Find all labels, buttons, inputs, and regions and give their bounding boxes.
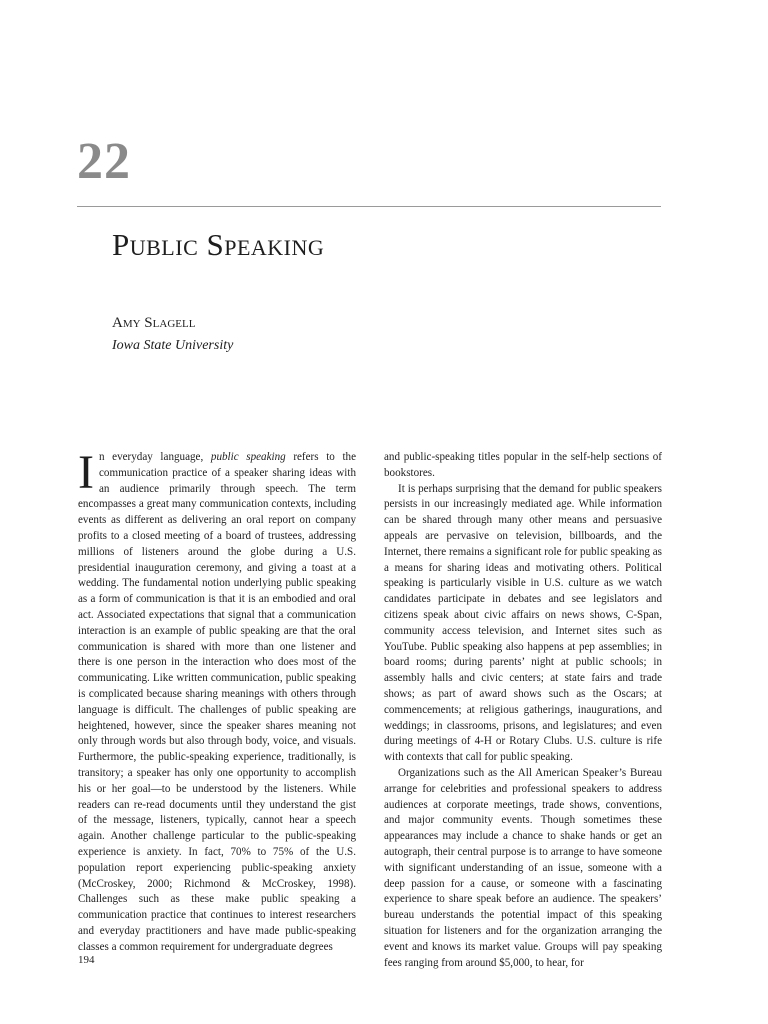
left-paragraph-1	[78, 446, 356, 956]
author-name: Amy Slagell	[112, 315, 196, 331]
author-affiliation: Iowa State University	[112, 338, 234, 353]
chapter-title: Public Speaking	[112, 227, 325, 262]
left-paragraph-1-lead: n everyday language,	[98, 451, 211, 463]
left-paragraph-1-italic-term: public speaking	[210, 451, 286, 463]
chapter-number: 22	[77, 133, 131, 190]
right-paragraph-2: It is perhaps surprising that the demand for public speakers persists in our increasingly mediated age. While information can be shared through many other means and persuasive appeals are pervasive on television, billboards, and the Internet, there remains a significant role for public speaking as a means for sharing ideas and motivating others. Political speaking is particularly visible in U.S. culture as we watch candidates participate in debates and see legislators and citizens speak about civic affairs on news shows, C-Span, community access television, and Internet sites such as YouTube. Public speaking also happens at pep assemblies; in board rooms; during parents’ night at public schools; in assembly halls and civic centers; at state fairs and trade shows; as part of award shows such as the Oscars; at commencements; at religious gatherings, inaugurations, and weddings; in classrooms, prisons, and legislatures; and even during meetings of 4-H or Rotary Clubs. U.S. culture is rife with contexts that call for public speaking.	[384, 482, 662, 764]
right-paragraph-1: and public-speaking titles popular in the self-help sections of bookstores.	[384, 451, 662, 479]
left-paragraph-1-body: refers to the communication practice of a speaker sharing ideas with an audience primarily through speech. The term encompasses a great many communication contexts, including events as different as delivering an oral report on company profits to a closed meeting of a board of trustees, addressing millions of listeners around the globe during a U.S. presidential inauguration ceremony, and giving a toast at a wedding. The fundamental notion underlying public speaking as a form of communication is that it is an embodied and oral act. Associated expectations that signal that a communication interaction is an example of public speaking are that the oral communication is shared with more than one listener and there is one person in the interaction who does most of the communicating. Like written communication, public speaking is complicated because sharing meanings with others through language is difficult. The challenges of public speaking are heightened, however, since the speaker shares meaning not only through words but also through body, voice, and visuals. Furthermore, the public-speaking experience, traditionally, is transitory; a speaker has only one opportunity to accomplish his or her goal—to be understood by the listeners. While readers can re-read documents until they understand the gist of the message, listeners, typically, cannot hear a speech again. Another challenge particular to the public-speaking experience is anxiety. In fact, 70% to 75% of the U.S. population report experiencing public-speaking anxiety (McCroskey, 2000; Richmond & McCroskey, 1998). Challenges such as these make public speaking a communication practice that continues to interest researchers and everyday practitioners and have made public-speaking classes a common requirement for undergraduate degrees	[78, 451, 356, 953]
right-paragraph-3: Organizations such as the All American Speaker’s Bureau arrange for celebrities and professional speakers to address audiences at corporate meetings, trade shows, conventions, and major community events. Though sometimes these appearances may include a chance to shake hands or get an autograph, their central purpose is to arrange to have someone with significant understanding of an issue, someone with a deep passion for a cause, or someone with a fascinating experience to share speak before an audience. The speakers’ bureau understands the potential impact of this speaking situation for listeners and for the organization arranging the event and knows its market value. Groups will pay speaking fees ranging from around $5,000, to hear, for	[384, 766, 662, 969]
page-number: 194	[78, 954, 95, 966]
left-column	[78, 446, 356, 956]
drop-cap: I	[78, 446, 94, 499]
chapter-rule	[77, 206, 661, 207]
right-column	[384, 450, 662, 971]
